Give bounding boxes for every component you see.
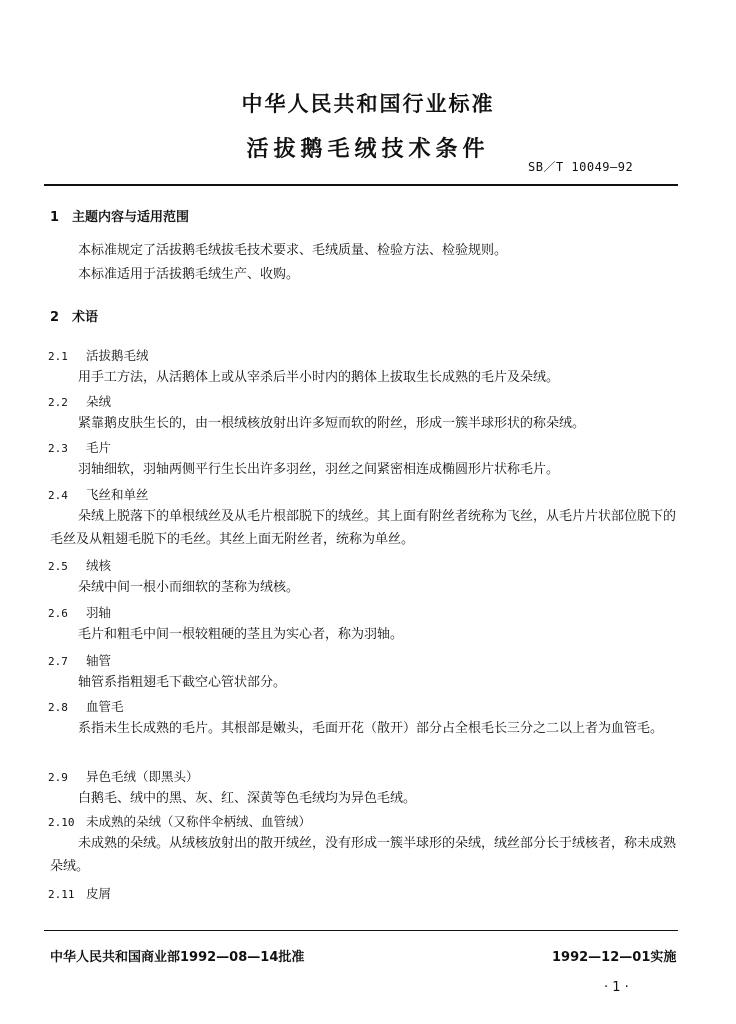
- term-number: 2.9: [48, 771, 68, 784]
- term-heading: [48, 438, 111, 456]
- term-definition: 系指未生长成熟的毛片。其根部是嫩头，毛面开花（散开）部分占全根毛长三分之二以上者为血管毛。: [78, 721, 664, 736]
- term-name: 血管毛: [86, 699, 124, 714]
- term-definition: 用手工方法，从活鹅体上或从宰杀后半小时内的鹅体上拔取生长成熟的毛片及朵绒。: [78, 370, 560, 385]
- term-definition: 朵绒上脱落下的单根绒丝及从毛片根部脱下的绒丝。其上面有附丝者统称为飞丝，从毛片片状部位脱下的毛丝及从粗翅毛脱下的毛丝。其丝上面无附丝者，统称为单丝。: [50, 509, 677, 547]
- effective-date: 1992—12—01实施: [552, 950, 677, 965]
- term-name: 未成熟的朵绒（又称伴伞柄绒、血管绒）: [86, 814, 312, 829]
- section-number: 1: [50, 210, 60, 225]
- term-heading: [48, 556, 111, 574]
- header-divider: [44, 184, 678, 186]
- term-number: 2.3: [48, 442, 68, 455]
- term-name: 异色毛绒（即黑头）: [86, 769, 199, 784]
- section-title: 术语: [72, 310, 99, 325]
- term-name: 轴管: [86, 653, 112, 668]
- term-number: 2.11: [48, 888, 75, 901]
- term-number: 2.1: [48, 350, 68, 363]
- term-definition: 未成熟的朵绒。从绒核放射出的散开绒丝，没有形成一簇半球形的朵绒，绒丝部分长于绒核者，称未成熟朵绒。: [50, 836, 677, 874]
- page-number: · 1 ·: [604, 980, 629, 995]
- term-number: 2.8: [48, 701, 68, 714]
- standard-org-heading: 中华人民共和国行业标准: [241, 92, 495, 116]
- term-number: 2.7: [48, 655, 68, 668]
- term-definition: 轴管系指粗翅毛下截空心管状部分。: [78, 675, 287, 690]
- document-title: 活拔鹅毛绒技术条件: [246, 137, 490, 162]
- section-1-heading: [50, 206, 189, 225]
- section-number: 2: [50, 310, 60, 325]
- footer-divider: [44, 930, 678, 931]
- section-1-paragraph-2: 本标准适用于活拔鹅毛绒生产、收购。: [78, 267, 300, 282]
- term-name: 羽轴: [86, 605, 112, 620]
- term-heading: [48, 697, 124, 715]
- term-number: 2.5: [48, 560, 68, 573]
- term-number: 2.4: [48, 489, 68, 502]
- term-definition: 毛片和粗毛中间一根较粗硬的茎且为实心者，称为羽轴。: [78, 627, 404, 642]
- term-heading: [48, 651, 111, 669]
- term-number: 2.6: [48, 607, 68, 620]
- term-number: 2.10: [48, 816, 75, 829]
- term-heading: [48, 346, 149, 364]
- term-name: 飞丝和单丝: [86, 487, 149, 502]
- section-1-paragraph-1: 本标准规定了活拔鹅毛绒拔毛技术要求、毛绒质量、检验方法、检验规则。: [78, 243, 508, 258]
- term-heading: [48, 603, 111, 621]
- term-heading: [48, 767, 199, 785]
- term-name: 毛片: [86, 440, 112, 455]
- standard-code: SB／T 10049—92: [528, 160, 634, 174]
- term-heading: [48, 884, 111, 902]
- section-2-heading: [50, 306, 98, 325]
- term-definition: 紧靠鹅皮肤生长的，由一根绒核放射出许多短而软的附丝，形成一簇半球形状的称朵绒。: [78, 416, 586, 431]
- term-name: 朵绒: [86, 394, 112, 409]
- term-heading: [48, 392, 111, 410]
- approval-statement: 中华人民共和国商业部1992—08—14批准: [50, 950, 305, 965]
- term-name: 皮屑: [86, 886, 112, 901]
- term-heading: [48, 485, 149, 503]
- term-name: 绒核: [86, 558, 112, 573]
- term-definition: 朵绒中间一根小而细软的茎称为绒核。: [78, 580, 300, 595]
- term-number: 2.2: [48, 396, 68, 409]
- term-name: 活拔鹅毛绒: [86, 348, 149, 363]
- term-definition: 白鹅毛、绒中的黑、灰、红、深黄等色毛绒均为异色毛绒。: [78, 791, 417, 806]
- term-definition: 羽轴细软，羽轴两侧平行生长出许多羽丝，羽丝之间紧密相连成椭圆形片状称毛片。: [78, 462, 560, 477]
- term-heading: [48, 812, 311, 830]
- section-title: 主题内容与适用范围: [72, 210, 190, 225]
